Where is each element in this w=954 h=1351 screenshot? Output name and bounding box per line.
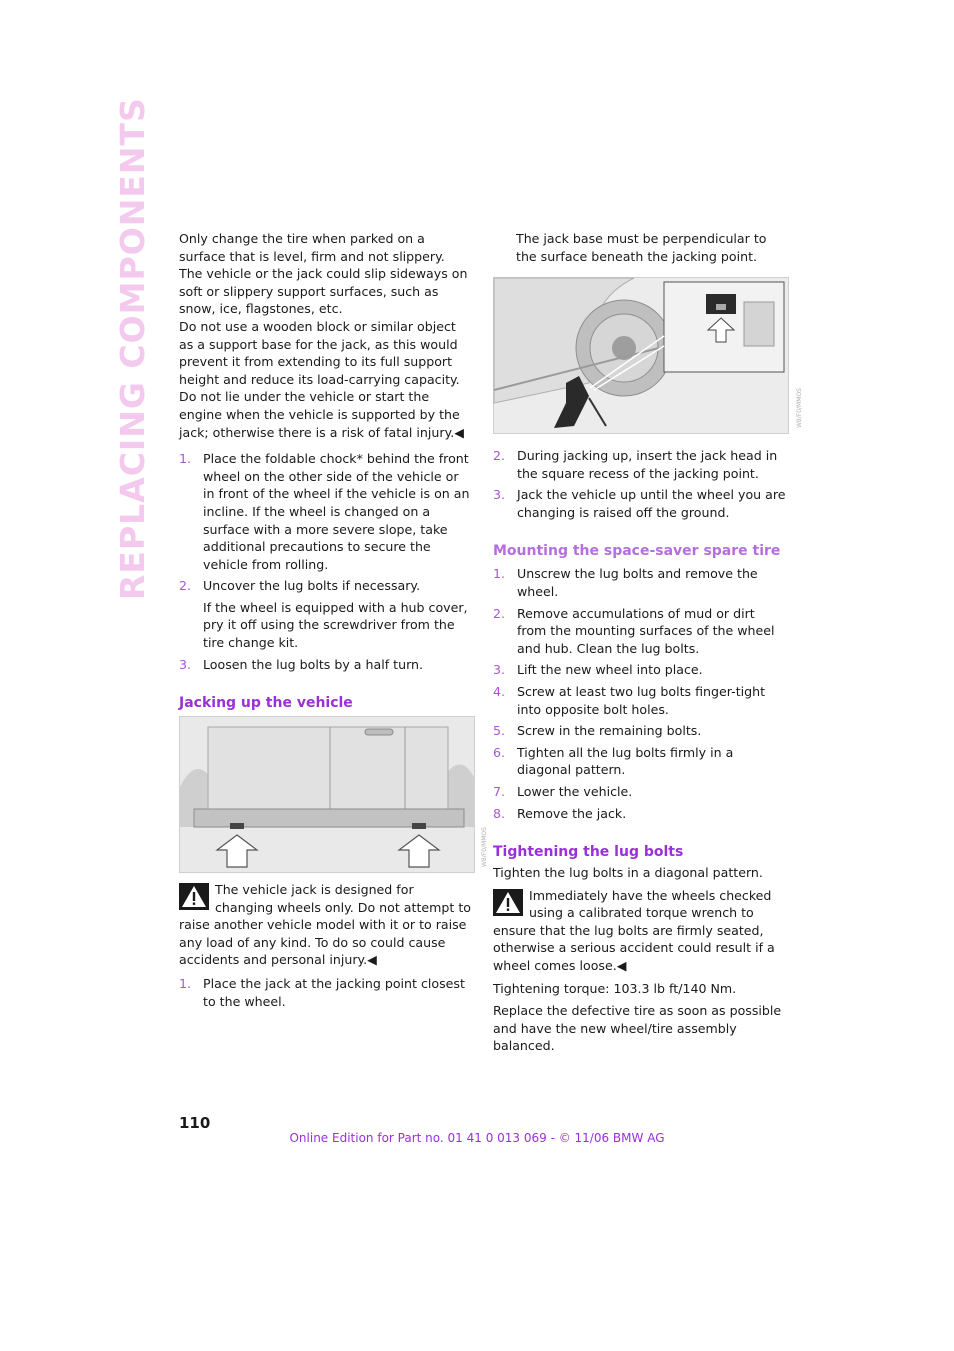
step-number: 3. — [493, 662, 506, 678]
step-text: Lower the vehicle. — [517, 783, 633, 799]
step-text: Place the foldable chock* behind the front wheel on the other side of the vehicle or in front of the wheel if the vehicle is on an incline. If the wheel is changed on a surface with a more severe slope, take additional precautions to secure the vehicle from rolling. — [203, 451, 470, 572]
step-number: 5. — [493, 723, 506, 739]
tighten-intro: Tighten the lug bolts in a diagonal pattern. — [493, 865, 763, 881]
step-subtext: If the wheel is equipped with a hub cover, pry it off using the screwdriver from the tire change kit. — [203, 599, 468, 651]
torque-spec: Tightening torque: 103.3 lb ft/140 Nm. — [493, 980, 737, 996]
jack-base-text: The jack base must be perpendicular to the surface beneath the jacking point. — [516, 231, 767, 264]
step-number: 6. — [493, 744, 506, 760]
warning-icon — [179, 883, 209, 910]
left-warning-block — [179, 881, 473, 1014]
section-heading-jacking: Jacking up the vehicle — [179, 695, 353, 712]
list-item — [179, 450, 473, 573]
page-number: 110 — [179, 1114, 211, 1132]
warning-note — [179, 881, 473, 969]
list-item — [179, 577, 473, 595]
step-text: Jack the vehicle up until the wheel you are changing is raised off the ground. — [517, 487, 786, 520]
step-number: 1. — [493, 566, 506, 582]
step-text: Remove the jack. — [517, 805, 627, 821]
step-text: Tighten all the lug bolts firmly in a diagonal pattern. — [517, 744, 734, 778]
list-item — [493, 661, 787, 679]
step-text: Unscrew the lug bolts and remove the wheel. — [517, 566, 758, 599]
step-number: 2. — [179, 578, 192, 594]
list-item — [179, 975, 473, 1010]
step-text: Screw in the remaining bolts. — [517, 723, 702, 739]
jack-figure — [493, 277, 803, 434]
warning-text: The vehicle jack is designed for changing wheels only. Do not attempt to raise another vehicle model with it or to raise any load of any kind. To do so could cause accidents and personal injury.◀ — [179, 882, 471, 968]
vehicle-side-figure — [179, 716, 488, 873]
list-item — [493, 744, 787, 779]
intro-line-3: Do not use a wooden block or similar object as a support base for the jack, as this would prevent it from extending to its full support height and reduce its load-carrying capacity. — [179, 318, 460, 387]
warning-icon — [493, 889, 523, 916]
step-text: Lift the new wheel into place. — [517, 662, 703, 678]
jack-illustration — [494, 278, 788, 433]
intro-line-1: Only change the tire when parked on a surface that is level, firm and not slippery. — [179, 231, 445, 264]
step-number: 3. — [493, 487, 506, 503]
intro-line-4: Do not lie under the vehicle or start the engine when the vehicle is supported by the jack; otherwise there is a risk of fatal injury.◀ — [179, 389, 464, 440]
step-number: 8. — [493, 805, 506, 821]
step-text: Place the jack at the jacking point closest to the wheel. — [203, 975, 465, 1009]
warning-note — [493, 887, 787, 975]
intro-line-2: The vehicle or the jack could slip sideways on soft or slippery support surfaces, such as snow, ice, flagstones, etc. — [179, 266, 468, 317]
step-number: 2. — [493, 448, 506, 463]
step-text: Remove accumulations of mud or dirt from the mounting surfaces of the wheel and hub. Clean the lug bolts. — [517, 605, 775, 656]
list-item — [493, 447, 787, 482]
list-item — [493, 722, 787, 740]
step-text: During jacking up, insert the jack head in the square recess of the jacking point. — [517, 448, 778, 481]
left-column — [179, 230, 473, 713]
step-text: Loosen the lug bolts by a half turn. — [203, 656, 424, 672]
step-number: 7. — [493, 783, 506, 799]
list-item — [493, 486, 787, 521]
list-item — [493, 605, 787, 658]
warning-text: Immediately have the wheels checked using a calibrated torque wrench to ensure that the lug bolts are firmly seated, otherwise a serious accident could result if a wheel comes loose.◀ — [493, 887, 775, 974]
figure-code: W8/F0/MMOS — [796, 388, 803, 428]
step-number: 3. — [179, 656, 192, 672]
section-heading-tightening: Tightening the lug bolts — [493, 844, 684, 861]
step-number: 1. — [179, 451, 192, 467]
list-item — [493, 805, 787, 823]
footer-edition: Online Edition for Part no. 01 41 0 013 069 - © 11/06 BMW AG — [289, 1131, 665, 1145]
step-number: 1. — [179, 975, 192, 991]
list-item — [493, 683, 787, 718]
step-text: Screw at least two lug bolts finger-tight into opposite bolt holes. — [517, 683, 766, 717]
step-text: Uncover the lug bolts if necessary. — [203, 578, 421, 594]
right-column — [493, 443, 787, 1055]
list-item — [493, 783, 787, 801]
section-heading-mounting: Mounting the space-saver spare tire — [493, 543, 781, 560]
step-number: 2. — [493, 605, 506, 621]
step-number: 4. — [493, 683, 506, 699]
list-item — [493, 565, 787, 600]
figure-code: W8/F0/MMOS — [481, 827, 488, 867]
chapter-side-title: REPLACING COMPONENTS — [113, 97, 152, 600]
vehicle-side-illustration — [180, 717, 474, 872]
replace-note: Replace the defective tire as soon as possible and have the new wheel/tire assembly balanced. — [493, 1003, 782, 1054]
list-item — [179, 656, 473, 674]
jack-base-note — [516, 230, 787, 265]
